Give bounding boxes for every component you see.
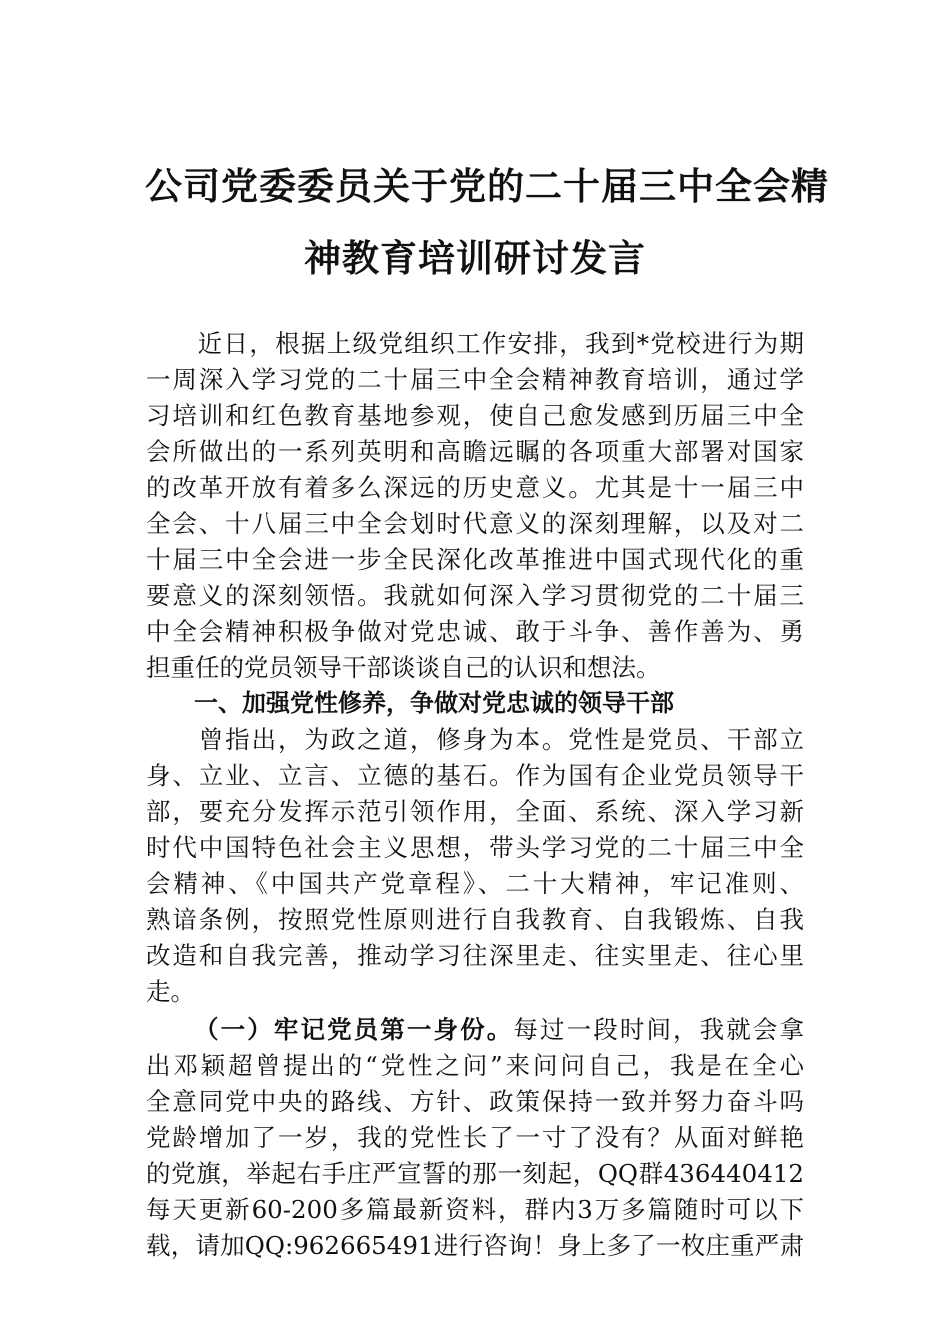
paragraph-line: 熟谙条例，按照党性原则进行自我教育、自我锻炼、自我: [146, 905, 804, 934]
paragraph-line: 全会、十八届三中全会划时代意义的深刻理解，以及对二: [146, 509, 804, 538]
paragraph-line: 的党旗，举起右手庄严宣誓的那一刻起，QQ群436440412: [146, 1159, 804, 1188]
paragraph-line: 担重任的党员领导干部谈谈自己的认识和想法。: [146, 653, 661, 682]
paragraph-line: 载，请加QQ:962665491进行咨询！身上多了一枚庄重严肃: [146, 1231, 804, 1260]
paragraph-line: 近日，根据上级党组织工作安排，我到*党校进行为期: [146, 329, 804, 358]
paragraph-line: 习培训和红色教育基地参观，使自己愈发感到历届三中全: [146, 401, 804, 430]
paragraph-line: [194, 1012, 804, 1047]
paragraph-line: 全意同党中央的路线、方针、政策保持一致并努力奋斗吗: [146, 1087, 804, 1116]
paragraph-line: 时代中国特色社会主义思想，带头学习党的二十届三中全: [146, 833, 804, 862]
section-heading-1: 一、加强党性修养，争做对党忠诚的领导干部: [194, 689, 674, 717]
paragraph-line: 出邓颖超曾提出的“党性之问”来问问自己，我是在全心: [146, 1051, 804, 1080]
paragraph-line: 会精神、《中国共产党章程》、二十大精神，牢记准则、: [146, 869, 804, 898]
paragraph-line: 走。: [146, 977, 195, 1006]
paragraph-line: 党龄增加了一岁，我的党性长了一寸了没有？从面对鲜艳: [146, 1123, 804, 1152]
paragraph-line: 的改革开放有着多么深远的历史意义。尤其是十一届三中: [146, 473, 804, 502]
subsection-lead-text: 每过一段时间，我就会拿: [513, 1015, 804, 1044]
paragraph-line: 中全会精神积极争做对党忠诚、敢于斗争、善作善为、勇: [146, 617, 804, 646]
paragraph-line: 部，要充分发挥示范引领作用，全面、系统、深入学习新: [146, 797, 804, 826]
document-title-line-1: 公司党委委员关于党的二十届三中全会精: [145, 164, 829, 208]
paragraph-line: 每天更新60-200多篇最新资料，群内3万多篇随时可以下: [146, 1195, 804, 1224]
paragraph-line: 一周深入学习党的二十届三中全会精神教育培训，通过学: [146, 365, 804, 394]
paragraph-line: 要意义的深刻领悟。我就如何深入学习贯彻党的二十届三: [146, 581, 804, 610]
paragraph-line: 曾指出，为政之道，修身为本。党性是党员、干部立: [146, 725, 804, 754]
paragraph-line: 十届三中全会进一步全民深化改革推进中国式现代化的重: [146, 545, 804, 574]
subsection-heading: （一）牢记党员第一身份。: [194, 1015, 514, 1044]
paragraph-line: 会所做出的一系列英明和高瞻远瞩的各项重大部署对国家: [146, 437, 804, 466]
paragraph-line: 身、立业、立言、立德的基石。作为国有企业党员领导干: [146, 761, 804, 790]
document-title-line-2: 神教育培训研讨发言: [304, 236, 646, 280]
paragraph-line: 改造和自我完善，推动学习往深里走、往实里走、往心里: [146, 941, 804, 970]
